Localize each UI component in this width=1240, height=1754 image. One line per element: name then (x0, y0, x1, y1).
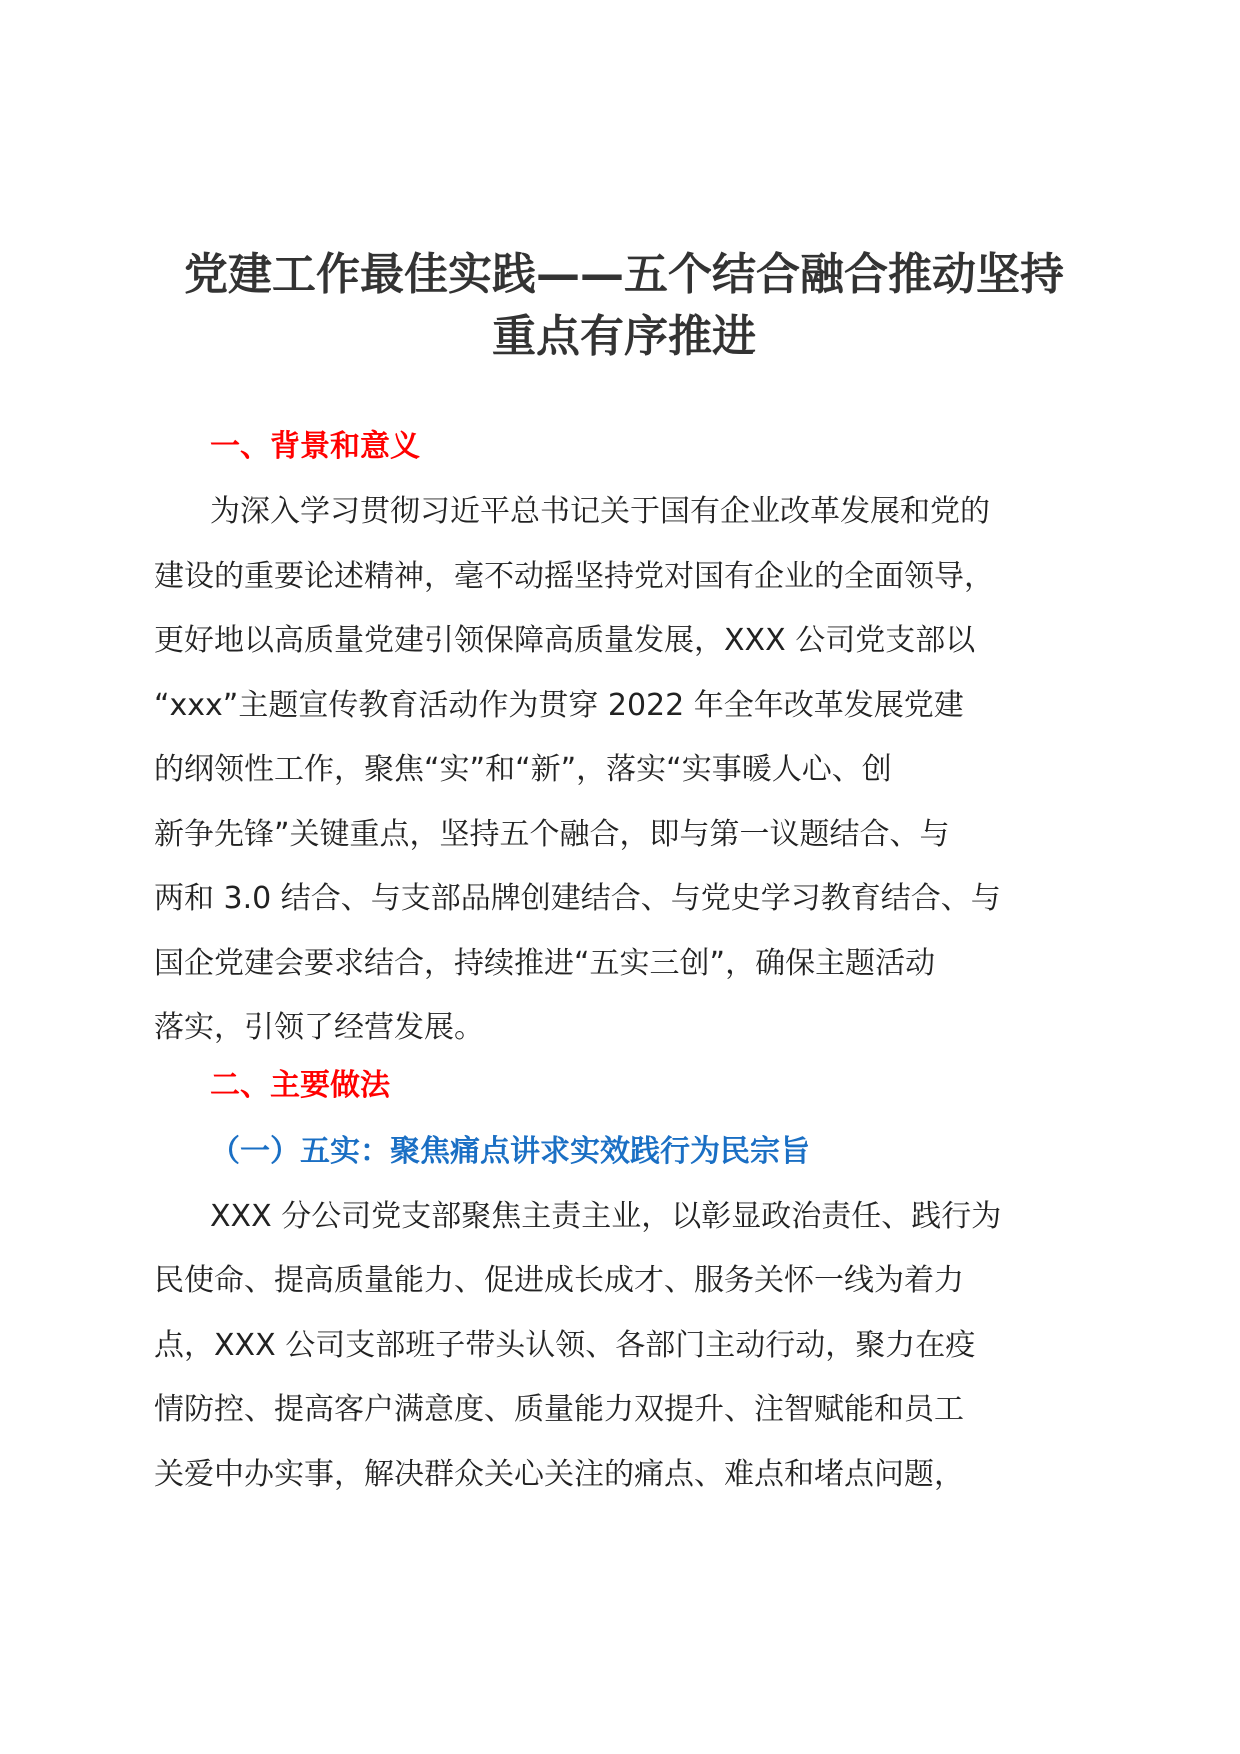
section-heading-background: 一、背景和意义 (210, 429, 420, 464)
section-heading-main-practices: 二、主要做法 (210, 1067, 390, 1103)
paragraph-line: 情防控、提高客户满意度、质量能力双提升、注智赋能和员工 (154, 1392, 964, 1427)
paragraph-line: “xxx”主题宣传教育活动作为贯穿 2022 年全年改革发展党建 (154, 687, 964, 723)
title-line-2: 重点有序推进 (492, 311, 756, 362)
paragraph-line: 民使命、提高质量能力、促进成长成才、服务关怀一线为着力 (154, 1263, 964, 1298)
paragraph-line: 建设的重要论述精神，毫不动摇坚持党对国有企业的全面领导， (154, 558, 994, 594)
paragraph-line: 的纲领性工作，聚焦“实”和“新”，落实“实事暖人心、创 (154, 752, 892, 787)
document-title (154, 244, 1094, 368)
document-page (154, 244, 1094, 1507)
subheading-five-practicals: （一）五实：聚焦痛点讲求实效践行为民宗旨 (210, 1133, 810, 1169)
paragraph-line: 点，XXX 公司支部班子带头认领、各部门主动行动，聚力在疫 (154, 1327, 976, 1363)
background-paragraph (154, 480, 1094, 1061)
paragraph-line: XXX 分公司党支部聚焦主责主业，以彰显政治责任、践行为 (210, 1198, 1002, 1234)
paragraph-line: 两和 3.0 结合、与支部品牌创建结合、与党史学习教育结合、与 (154, 881, 1001, 916)
paragraph-line: 关爱中办实事，解决群众关心关注的痛点、难点和堵点问题， (154, 1456, 964, 1492)
title-line-1: 党建工作最佳实践——五个结合融合推动坚持 (184, 249, 1064, 300)
paragraph-line: 落实，引领了经营发展。 (154, 1010, 484, 1045)
paragraph-line: 为深入学习贯彻习近平总书记关于国有企业改革发展和党的 (210, 494, 990, 529)
paragraph-line: 新争先锋”关键重点，坚持五个融合，即与第一议题结合、与 (154, 816, 950, 852)
paragraph-line: 更好地以高质量党建引领保障高质量发展，XXX 公司党支部以 (154, 623, 976, 658)
practices-paragraph (154, 1185, 1094, 1508)
paragraph-line: 国企党建会要求结合，持续推进“五实三创”，确保主题活动 (154, 945, 936, 981)
